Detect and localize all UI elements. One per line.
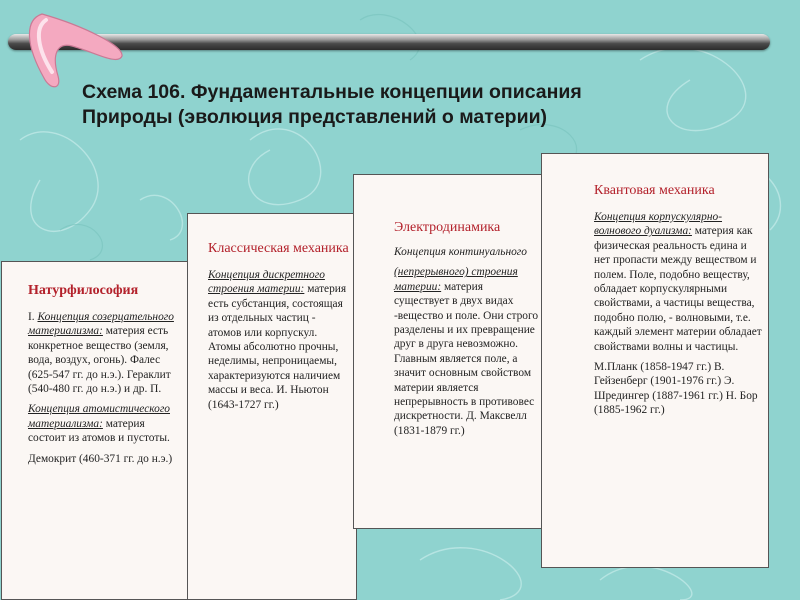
column-quantum-mechanics xyxy=(541,153,769,568)
paragraph-text: материя есть конкретное вещество (земля, вода, воздух, огонь). Фалес (625-547 гг. до н.э.). Гераклит (540-480 гг. до н.э.) и др. П. xyxy=(28,325,171,396)
column-paragraph xyxy=(594,210,764,354)
column-paragraph xyxy=(208,268,350,412)
column-paragraph xyxy=(394,245,540,259)
concept-label: Концепция корпускулярно-волнового дуализма: xyxy=(594,211,723,238)
title-line-2: Природы (эволюция представлений о материи) xyxy=(82,106,548,128)
column-paragraph xyxy=(394,265,540,438)
paragraph-text: материя как физическая реальность едина и нет пропасти между веществом и полем. Поле, подобно веществу, обладает корпускулярными свойствами, а частицы вещества, подобно полю, - волновыми, т.е. каждый элемент материи обладает свойствами волны и частицы. xyxy=(594,225,762,353)
column-heading: Классическая механика xyxy=(208,241,349,256)
column-paragraph xyxy=(594,360,764,418)
concept-label: Концепция атомистического материализма: xyxy=(28,403,170,430)
column-heading: Натурфилософия xyxy=(28,283,139,298)
column-natural-philosophy xyxy=(1,261,191,600)
concept-label: Концепция дискретного строения материи: xyxy=(208,269,325,296)
concept-label: (непрерывного) строения материи: xyxy=(394,266,518,293)
paragraph-text: М.Планк (1858-1947 гг.) В. Гейзенберг (1901-1976 гг.) Э. Шредингер (1887-1961 гг.) Н. Бор (1885-1962 гг.) xyxy=(594,361,758,417)
column-heading: Квантовая механика xyxy=(594,183,715,198)
column-paragraph xyxy=(28,452,184,466)
column-heading: Электродинамика xyxy=(394,220,501,235)
concept-label: Концепция континуального xyxy=(394,246,527,258)
column-electrodynamics xyxy=(353,174,545,529)
paragraph-text: материя есть субстанция, состоящая из отдельных частиц - атомов или корпускул. Атомы абсолютно прочны, неделимы, непроницаемы, характеризуются наличием массы и веса. И. Ньютон (1643-1727 гг.) xyxy=(208,283,347,411)
paragraph-prefix: I. xyxy=(28,311,38,323)
column-paragraph xyxy=(28,402,184,445)
paragraph-text: материя состоит из атомов и пустоты. xyxy=(28,417,170,445)
concept-label: Концепция созерцательного материализма: xyxy=(28,311,174,338)
column-paragraph xyxy=(28,310,184,396)
paragraph-text: материя существует в двух видах -вещество и поле. Они строго разделены и их превращение друг в друга невозможно. Главным является поле, а значит основным свойством материи является непрерывность в противовес дискретности. Д. Максвелл (1831-1879 гг.) xyxy=(394,280,539,437)
page-title xyxy=(82,80,722,130)
column-classical-mechanics xyxy=(187,213,357,600)
paragraph-text: Демокрит (460-371 гг. до н.э.) xyxy=(28,452,173,465)
title-line-1: Схема 106. Фундаментальные концепции описания xyxy=(82,81,582,103)
